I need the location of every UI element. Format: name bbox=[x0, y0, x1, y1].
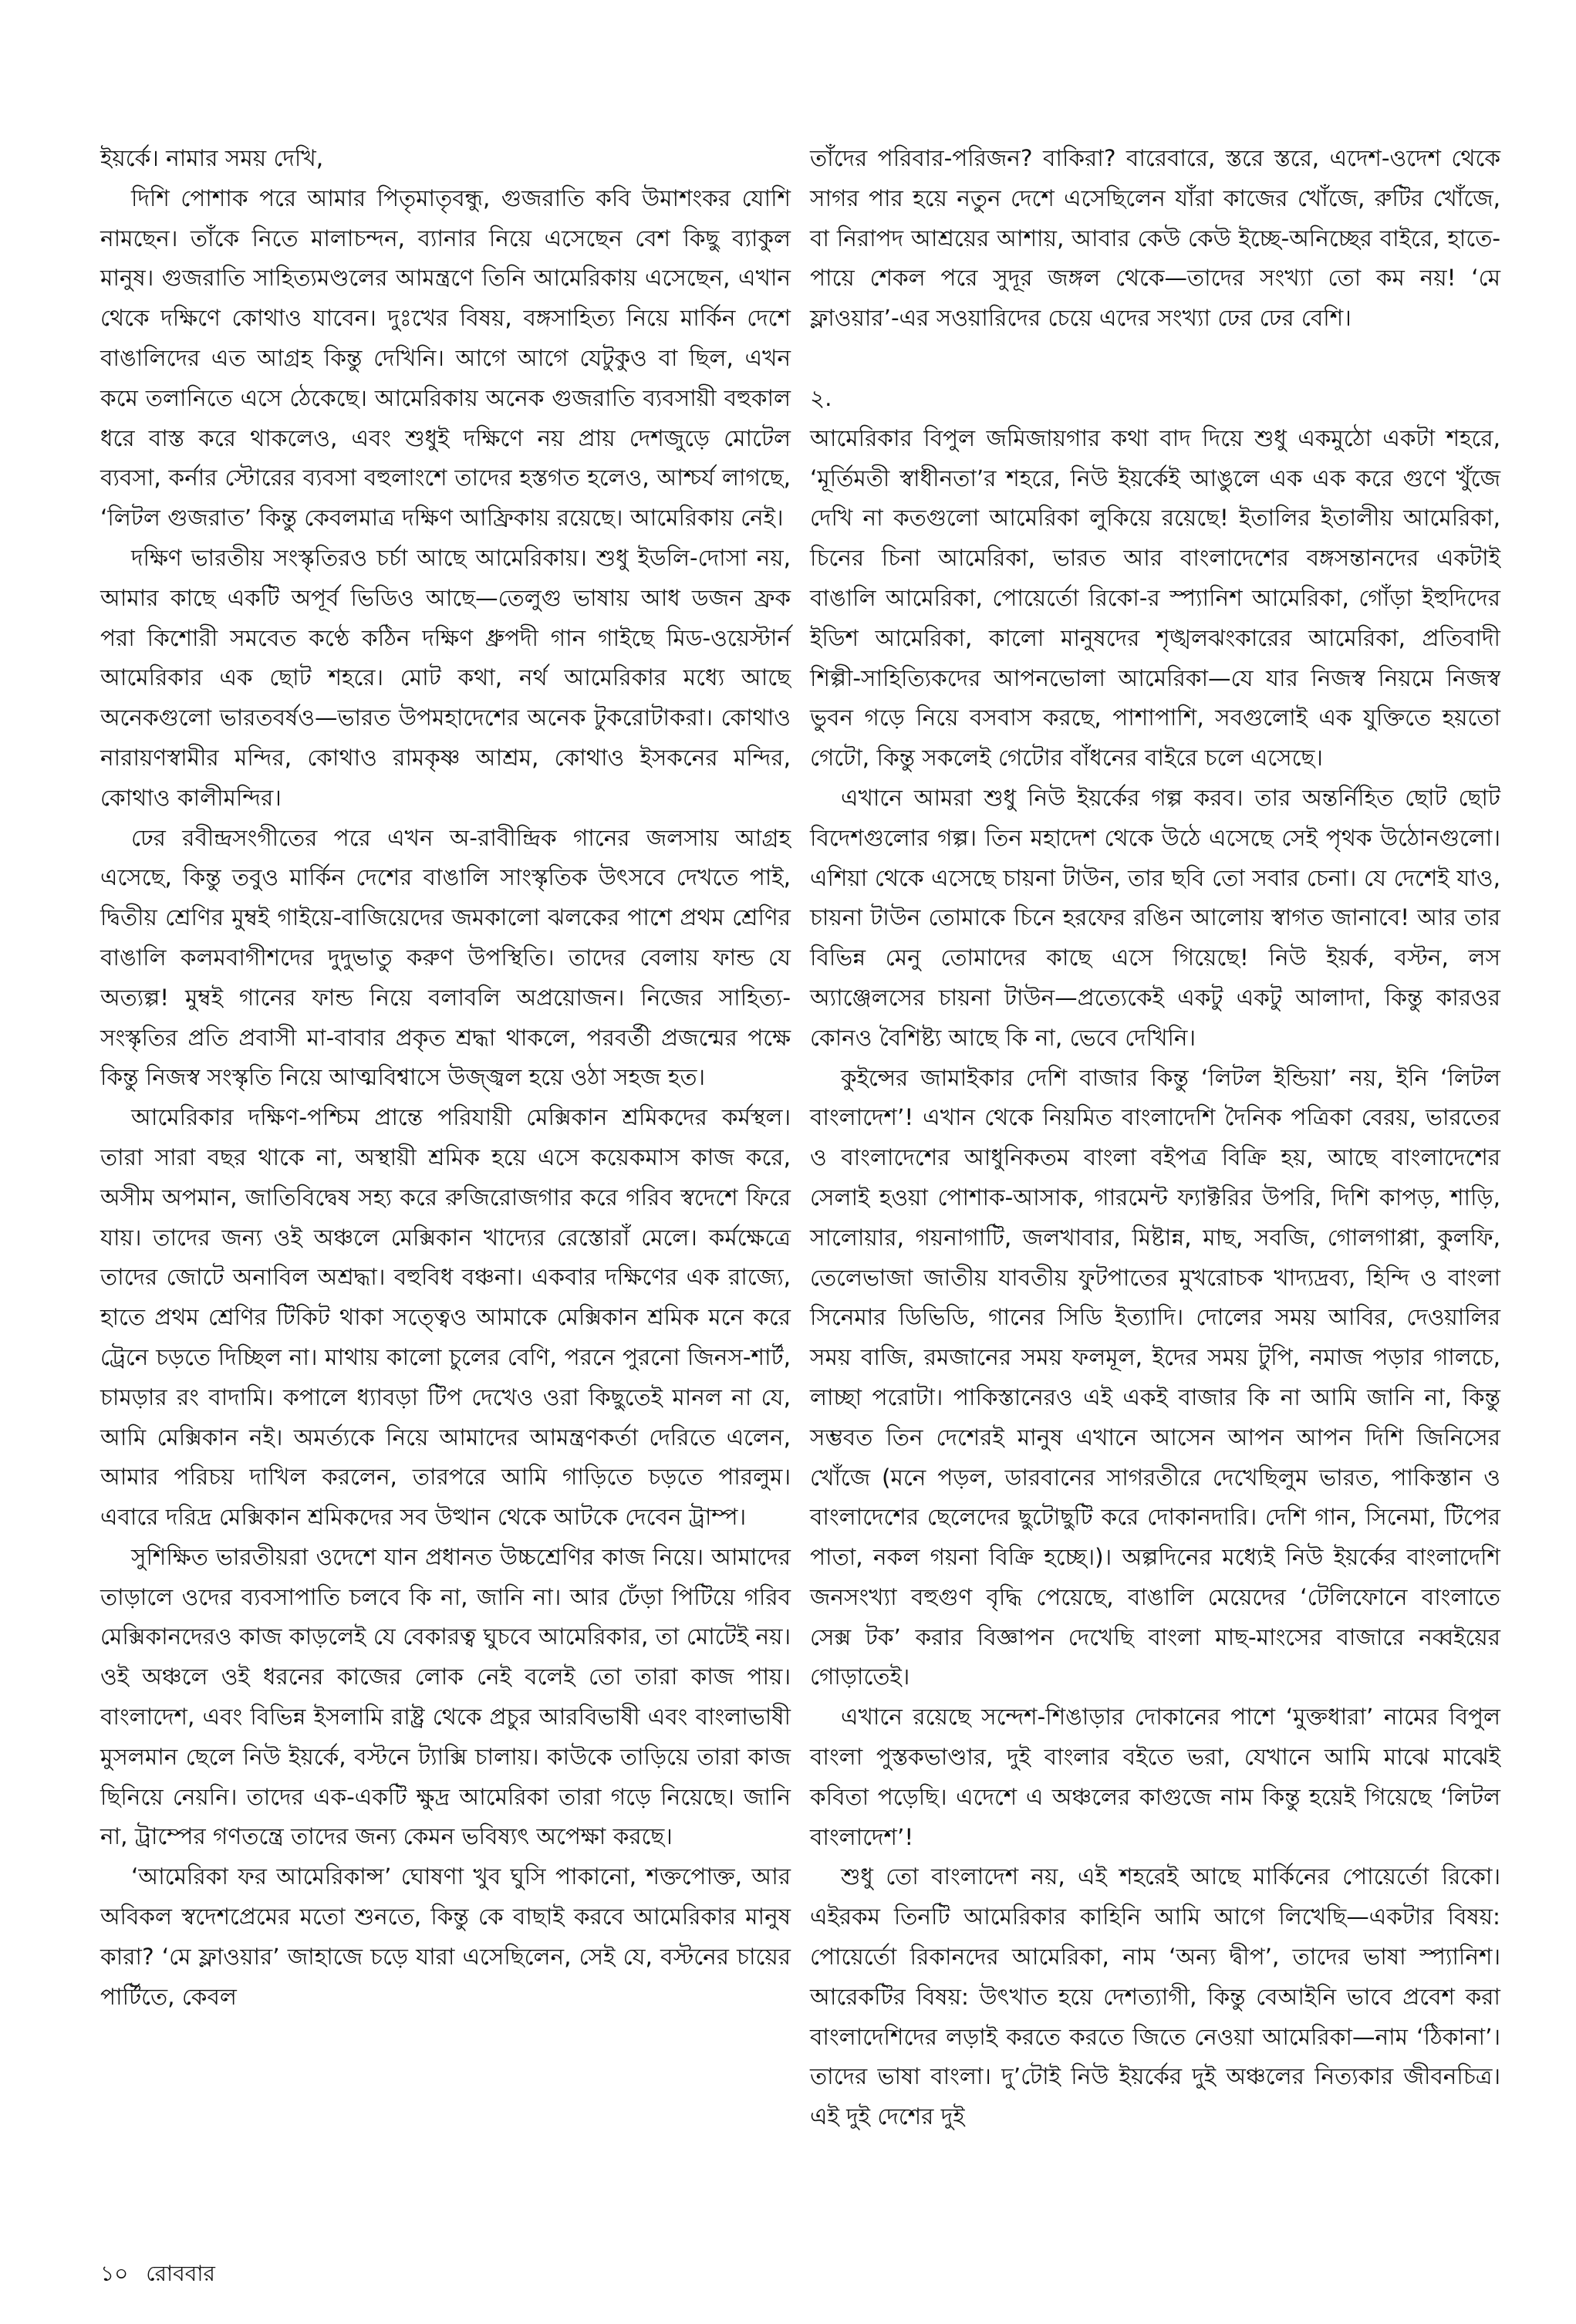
paragraph: আমেরিকার দক্ষিণ-পশ্চিম প্রান্তে পরিযায়ী মেক্সিকান শ্রমিকদের কর্মস্থল। তারা সারা বছর থাকে না, অস্থায়ী শ্রমিক হয়ে এসে কয়েকমাস কাজ করে, অসীম অপমান, জাতিবিদ্বেষ সহ্য করে রুজিরোজগার করে গরিব স্বদেশে ফিরে যায়। তাদের জন্য ওই অঞ্চলে মেক্সিকান খাদ্যের রেস্তোরাঁ মেলে। কর্মক্ষেত্রে তাদের জোটে অনাবিল অশ্রদ্ধা। বহুবিধ বঞ্চনা। একবার দক্ষিণের এক রাজ্যে, হাতে প্রথম শ্রেণির টিকিট থাকা সত্ত্বেও আমাকে মেক্সিকান শ্রমিক মনে করে ট্রেনে চড়তে দিচ্ছিল না। মাথায় কালো চুলের বেণি, পরনে পুরনো জিনস-শার্ট, চামড়ার রং বাদামি। কপালে ধ্যাবড়া টিপ দেখেও ওরা কিছুতেই মানল না যে, আমি মেক্সিকান নই। অমর্ত্যকে নিয়ে আমাদের আমন্ত্রণকর্তা দেরিতে এলেন, আমার পরিচয় দাখিল করলেন, তারপরে আমি গাড়িতে চড়তে পারলুম। এবারে দরিদ্র মেক্সিকান শ্রমিকদের সব উত্থান থেকে আটকে দেবেন ট্রাম্প। bbox=[100, 1104, 791, 1531]
paragraph: ‘আমেরিকা ফর আমেরিকান্স’ ঘোষণা খুব ঘুসি পাকানো, শক্তপোক্ত, আর অবিকল স্বদেশপ্রেমের মতো শুনতে, কিন্তু কে বাছাই করবে আমেরিকার মানুষ কারা? ‘মে ফ্লাওয়ার’ জাহাজে চড়ে যারা এসেছিলেন, সেই যে, বস্টনের চায়ের পার্টিতে, কেবল bbox=[100, 1863, 791, 2010]
paragraph: ইয়র্কে। নামার সময় দেখি, bbox=[100, 145, 324, 171]
paragraph: দক্ষিণ ভারতীয় সংস্কৃতিরও চর্চা আছে আমেরিকায়। শুধু ইডলি-দোসা নয়, আমার কাছে একটি অপূর্ব ভিডিও আছে—তেলুগু ভাষায় আধ ডজন ফ্রক পরা কিশোরী সমবেত কণ্ঠে কঠিন দক্ষিণ ধ্রুপদী গান গাইছে মিড-ওয়েস্টার্ন আমেরিকার এক ছোট শহরে। মোট কথা, নর্থ আমেরিকার মধ্যে আছে অনেকগুলো ভারতবর্ষও—ভারত উপমহাদেশের অনেক টুকরোটাকরা। কোথাও নারায়ণস্বামীর মন্দির, কোথাও রামকৃষ্ণ আশ্রম, কোথাও ইসকনের মন্দির, কোথাও কালীমন্দির। bbox=[100, 544, 791, 811]
magazine-name: রোববার bbox=[146, 2261, 215, 2286]
page-footer bbox=[100, 2257, 226, 2293]
paragraph: এখানে আমরা শুধু নিউ ইয়র্কের গল্প করব। তার অন্তর্নিহিত ছোট ছোট বিদেশগুলোর গল্প। তিন মহাদেশ থেকে উঠে এসেছে সেই পৃথক উঠোনগুলো। এশিয়া থেকে এসেছে চায়না টাউন, তার ছবি তো সবার চেনা। যে দেশেই যাও, চায়না টাউন তোমাকে চিনে হরফের রঙিন আলোয় স্বাগত জানাবে! আর তার বিভিন্ন মেনু তোমাদের কাছে এসে গিয়েছে! নিউ ইয়র্ক, বস্টন, লস অ্যাঞ্জেলসের চায়না টাউন—প্রত্যেকেই একটু একটু আলাদা, কিন্তু কারওর কোনও বৈশিষ্ট্য আছে কি না, ভেবে দেখিনি। bbox=[810, 784, 1500, 1051]
paragraph: তাঁদের পরিবার-পরিজন? বাকিরা? বারেবারে, স্তরে স্তরে, এদেশ-ওদেশ থেকে সাগর পার হয়ে নতুন দেশে এসেছিলেন যাঁরা কাজের খোঁজে, রুটির খোঁজে, বা নিরাপদ আশ্রয়ের আশায়, আবার কেউ কেউ ইচ্ছে-অনিচ্ছের বাইরে, হাতে-পায়ে শেকল পরে সুদূর জঙ্গল থেকে—তাদের সংখ্যা তো কম নয়! ‘মে ফ্লাওয়ার’-এর সওয়ারিদের চেয়ে এদের সংখ্যা ঢের ঢের বেশি। bbox=[810, 145, 1500, 332]
paragraph: এখানে রয়েছে সন্দেশ-শিঙাড়ার দোকানের পাশে ‘মুক্তধারা’ নামের বিপুল বাংলা পুস্তকভাণ্ডার, দুই বাংলার বইতে ভরা, যেখানে আমি মাঝে মাঝেই কবিতা পড়েছি। এদেশে এ অঞ্চলের কাগুজে নাম কিন্তু হয়েই গিয়েছে ‘লিটল বাংলাদেশ’! bbox=[810, 1704, 1500, 1850]
paragraph: কুইন্সের জামাইকার দেশি বাজার কিন্তু ‘লিটল ইন্ডিয়া’ নয়, ইনি ‘লিটল বাংলাদেশ’! এখান থেকে নিয়মিত বাংলাদেশি দৈনিক পত্রিকা বেরয়, ভারতের ও বাংলাদেশের আধুনিকতম বাংলা বইপত্র বিক্রি হয়, আছে বাংলাদেশের সেলাই হওয়া পোশাক-আসাক, গারমেন্ট ফ্যাক্টরির উপরি, দিশি কাপড়, শাড়ি, সালোয়ার, গয়নাগাটি, জলখাবার, মিষ্টান্ন, মাছ, সবজি, গোলগাপ্পা, কুলফি, তেলেভাজা জাতীয় যাবতীয় ফুটপাতের মুখরোচক খাদ্যদ্রব্য, হিন্দি ও বাংলা সিনেমার ডিভিডি, গানের সিডি ইত্যাদি। দোলের সময় আবির, দেওয়ালির সময় বাজি, রমজানের সময় ফলমূল, ইদের সময় টুপি, নমাজ পড়ার গালচে, লাচ্ছা পরোটা। পাকিস্তানেরও এই একই বাজার কি না আমি জানি না, কিন্তু সম্ভবত তিন দেশেরই মানুষ এখানে আসেন আপন আপন দিশি জিনিসের খোঁজে (মনে পড়ল, ডারবানের সাগরতীরে দেখেছিলুম ভারত, পাকিস্তান ও বাংলাদেশের ছেলেদের ছুটোছুটি করে দোকানদারি। দেশি গান, সিনেমা, টিপের পাতা, নকল গয়না বিক্রি হচ্ছে।)। অল্পদিনের মধ্যেই নিউ ইয়র্কের বাংলাদেশি জনসংখ্যা বহুগুণ বৃদ্ধি পেয়েছে, বাঙালি মেয়েদের ‘টেলিফোনে বাংলাতে সেক্স টক’ করার বিজ্ঞাপন দেখেছি বাংলা মাছ-মাংসের বাজারে নব্বইয়ের গোড়াতেই। bbox=[810, 1064, 1500, 1691]
page-number: ১০ bbox=[100, 2261, 129, 2286]
left-column bbox=[100, 139, 791, 2017]
paragraph: সুশিক্ষিত ভারতীয়রা ওদেশে যান প্রধানত উচ্চশ্রেণির কাজ নিয়ে। আমাদের তাড়ালে ওদের ব্যবসাপাতি চলবে কি না, জানি না। আর ঢেঁড়া পিটিয়ে গরিব মেক্সিকানদেরও কাজ কাড়লেই যে বেকারত্ব ঘুচবে আমেরিকার, তা মোটেই নয়। ওই অঞ্চলে ওই ধরনের কাজের লোক নেই বলেই তো তারা কাজ পায়। বাংলাদেশ, এবং বিভিন্ন ইসলামি রাষ্ট্র থেকে প্রচুর আরবিভাষী এবং বাংলাভাষী মুসলমান ছেলে নিউ ইয়র্কে, বস্টনে ট্যাক্সি চালায়। কাউকে তাড়িয়ে তারা কাজ ছিনিয়ে নেয়নি। তাদের এক-একটি ক্ষুদ্র আমেরিকা তারা গড়ে নিয়েছে। জানি না, ট্রাম্পের গণতন্ত্রে তাদের জন্য কেমন ভবিষ্যৎ অপেক্ষা করছে। bbox=[100, 1543, 791, 1850]
paragraph: দিশি পোশাক পরে আমার পিতৃমাতৃবন্ধু, গুজরাতি কবি উমাশংকর যোশি নামছেন। তাঁকে নিতে মালাচন্দন, ব্যানার নিয়ে এসেছেন বেশ কিছু ব্যাকুল মানুষ। গুজরাতি সাহিত্যমণ্ডলের আমন্ত্রণে তিনি আমেরিকায় এসেছেন, এখান থেকে দক্ষিণে কোথাও যাবেন। দুঃখের বিষয়, বঙ্গসাহিত্য নিয়ে মার্কিন দেশে বাঙালিদের এত আগ্রহ কিন্তু দেখিনি। আগে আগে যেটুকুও বা ছিল, এখন কমে তলানিতে এসে ঠেকেছে। আমেরিকায় অনেক গুজরাতি ব্যবসায়ী বহুকাল ধরে বাস্ত করে থাকলেও, এবং শুধুই দক্ষিণে নয় প্রায় দেশজুড়ে মোটেল ব্যবসা, কর্নার স্টোরের ব্যবসা বহুলাংশে তাদের হস্তগত হলেও, আশ্চর্য লাগছে, ‘লিটল গুজরাত’ কিন্তু কেবলমাত্র দক্ষিণ আফ্রিকায় রয়েছে। আমেরিকায় নেই। bbox=[100, 184, 791, 532]
paragraph: শুধু তো বাংলাদেশ নয়, এই শহরেই আছে মার্কিনের পোয়ের্তো রিকো। এইরকম তিনটি আমেরিকার কাহিনি আমি আগে লিখেছি—একটার বিষয়: পোয়ের্তো রিকানদের আমেরিকা, নাম ‘অন্য দ্বীপ’, তাদের ভাষা স্প্যানিশ। আরেকটির বিষয়: উৎখাত হয়ে দেশত্যাগী, কিন্তু বেআইনি ভাবে প্রবেশ করা বাংলাদেশিদের লড়াই করতে করতে জিতে নেওয়া আমেরিকা—নাম ‘ঠিকানা’। তাদের ভাষা বাংলা। দু’টোই নিউ ইয়র্কের দুই অঞ্চলের নিত্যকার জীবনচিত্র। এই দুই দেশের দুই bbox=[810, 1863, 1500, 2130]
right-column bbox=[810, 139, 1500, 2137]
paragraph: আমেরিকার বিপুল জমিজায়গার কথা বাদ দিয়ে শুধু একমুঠো একটা শহরে, ‘মূর্তিমতী স্বাধীনতা’র শহরে, নিউ ইয়র্কেই আঙুলে এক এক করে গুণে খুঁজে দেখি না কতগুলো আমেরিকা লুকিয়ে রয়েছে! ইতালির ইতালীয় আমেরিকা, চিনের চিনা আমেরিকা, ভারত আর বাংলাদেশের বঙ্গসন্তানদের একটাই বাঙালি আমেরিকা, পোয়ের্তো রিকো-র স্প্যানিশ আমেরিকা, গোঁড়া ইহুদিদের ইডিশ আমেরিকা, কালো মানুষদের শৃঙ্খলঝংকারের আমেরিকা, প্রতিবাদী শিল্পী-সাহিত্যিকদের আপনভোলা আমেরিকা—যে যার নিজস্ব নিয়মে নিজস্ব ভুবন গড়ে নিয়ে বসবাস করছে, পাশাপাশি, সবগুলোই এক যুক্তিতে হয়তো গেটো, কিন্তু সকলেই গেটোর বাঁধনের বাইরে চলে এসেছে। bbox=[810, 424, 1500, 772]
paragraph: ২. bbox=[810, 384, 832, 411]
paragraph: ঢের রবীন্দ্রসংগীতের পরে এখন অ-রাবীন্দ্রিক গানের জলসায় আগ্রহ এসেছে, কিন্তু তবুও মার্কিন দেশের বাঙালি সাংস্কৃতিক উৎসবে দেখতে পাই, দ্বিতীয় শ্রেণির মুম্বই গাইয়ে-বাজিয়েদের জমকালো ঝলকের পাশে প্রথম শ্রেণির বাঙালি কলমবাগীশদের দুদুভাতু করুণ উপস্থিতি। তাদের বেলায় ফান্ড যে অত্যল্প! মুম্বই গানের ফান্ড নিয়ে বলাবলি অপ্রয়োজন। নিজের সাহিত্য-সংস্কৃতির প্রতি প্রবাসী মা-বাবার প্রকৃত শ্রদ্ধা থাকলে, পরবর্তী প্রজন্মের পক্ষে কিন্তু নিজস্ব সংস্কৃতি নিয়ে আত্মবিশ্বাসে উজ্জ্বল হয়ে ওঠা সহজ হত। bbox=[100, 824, 791, 1091]
